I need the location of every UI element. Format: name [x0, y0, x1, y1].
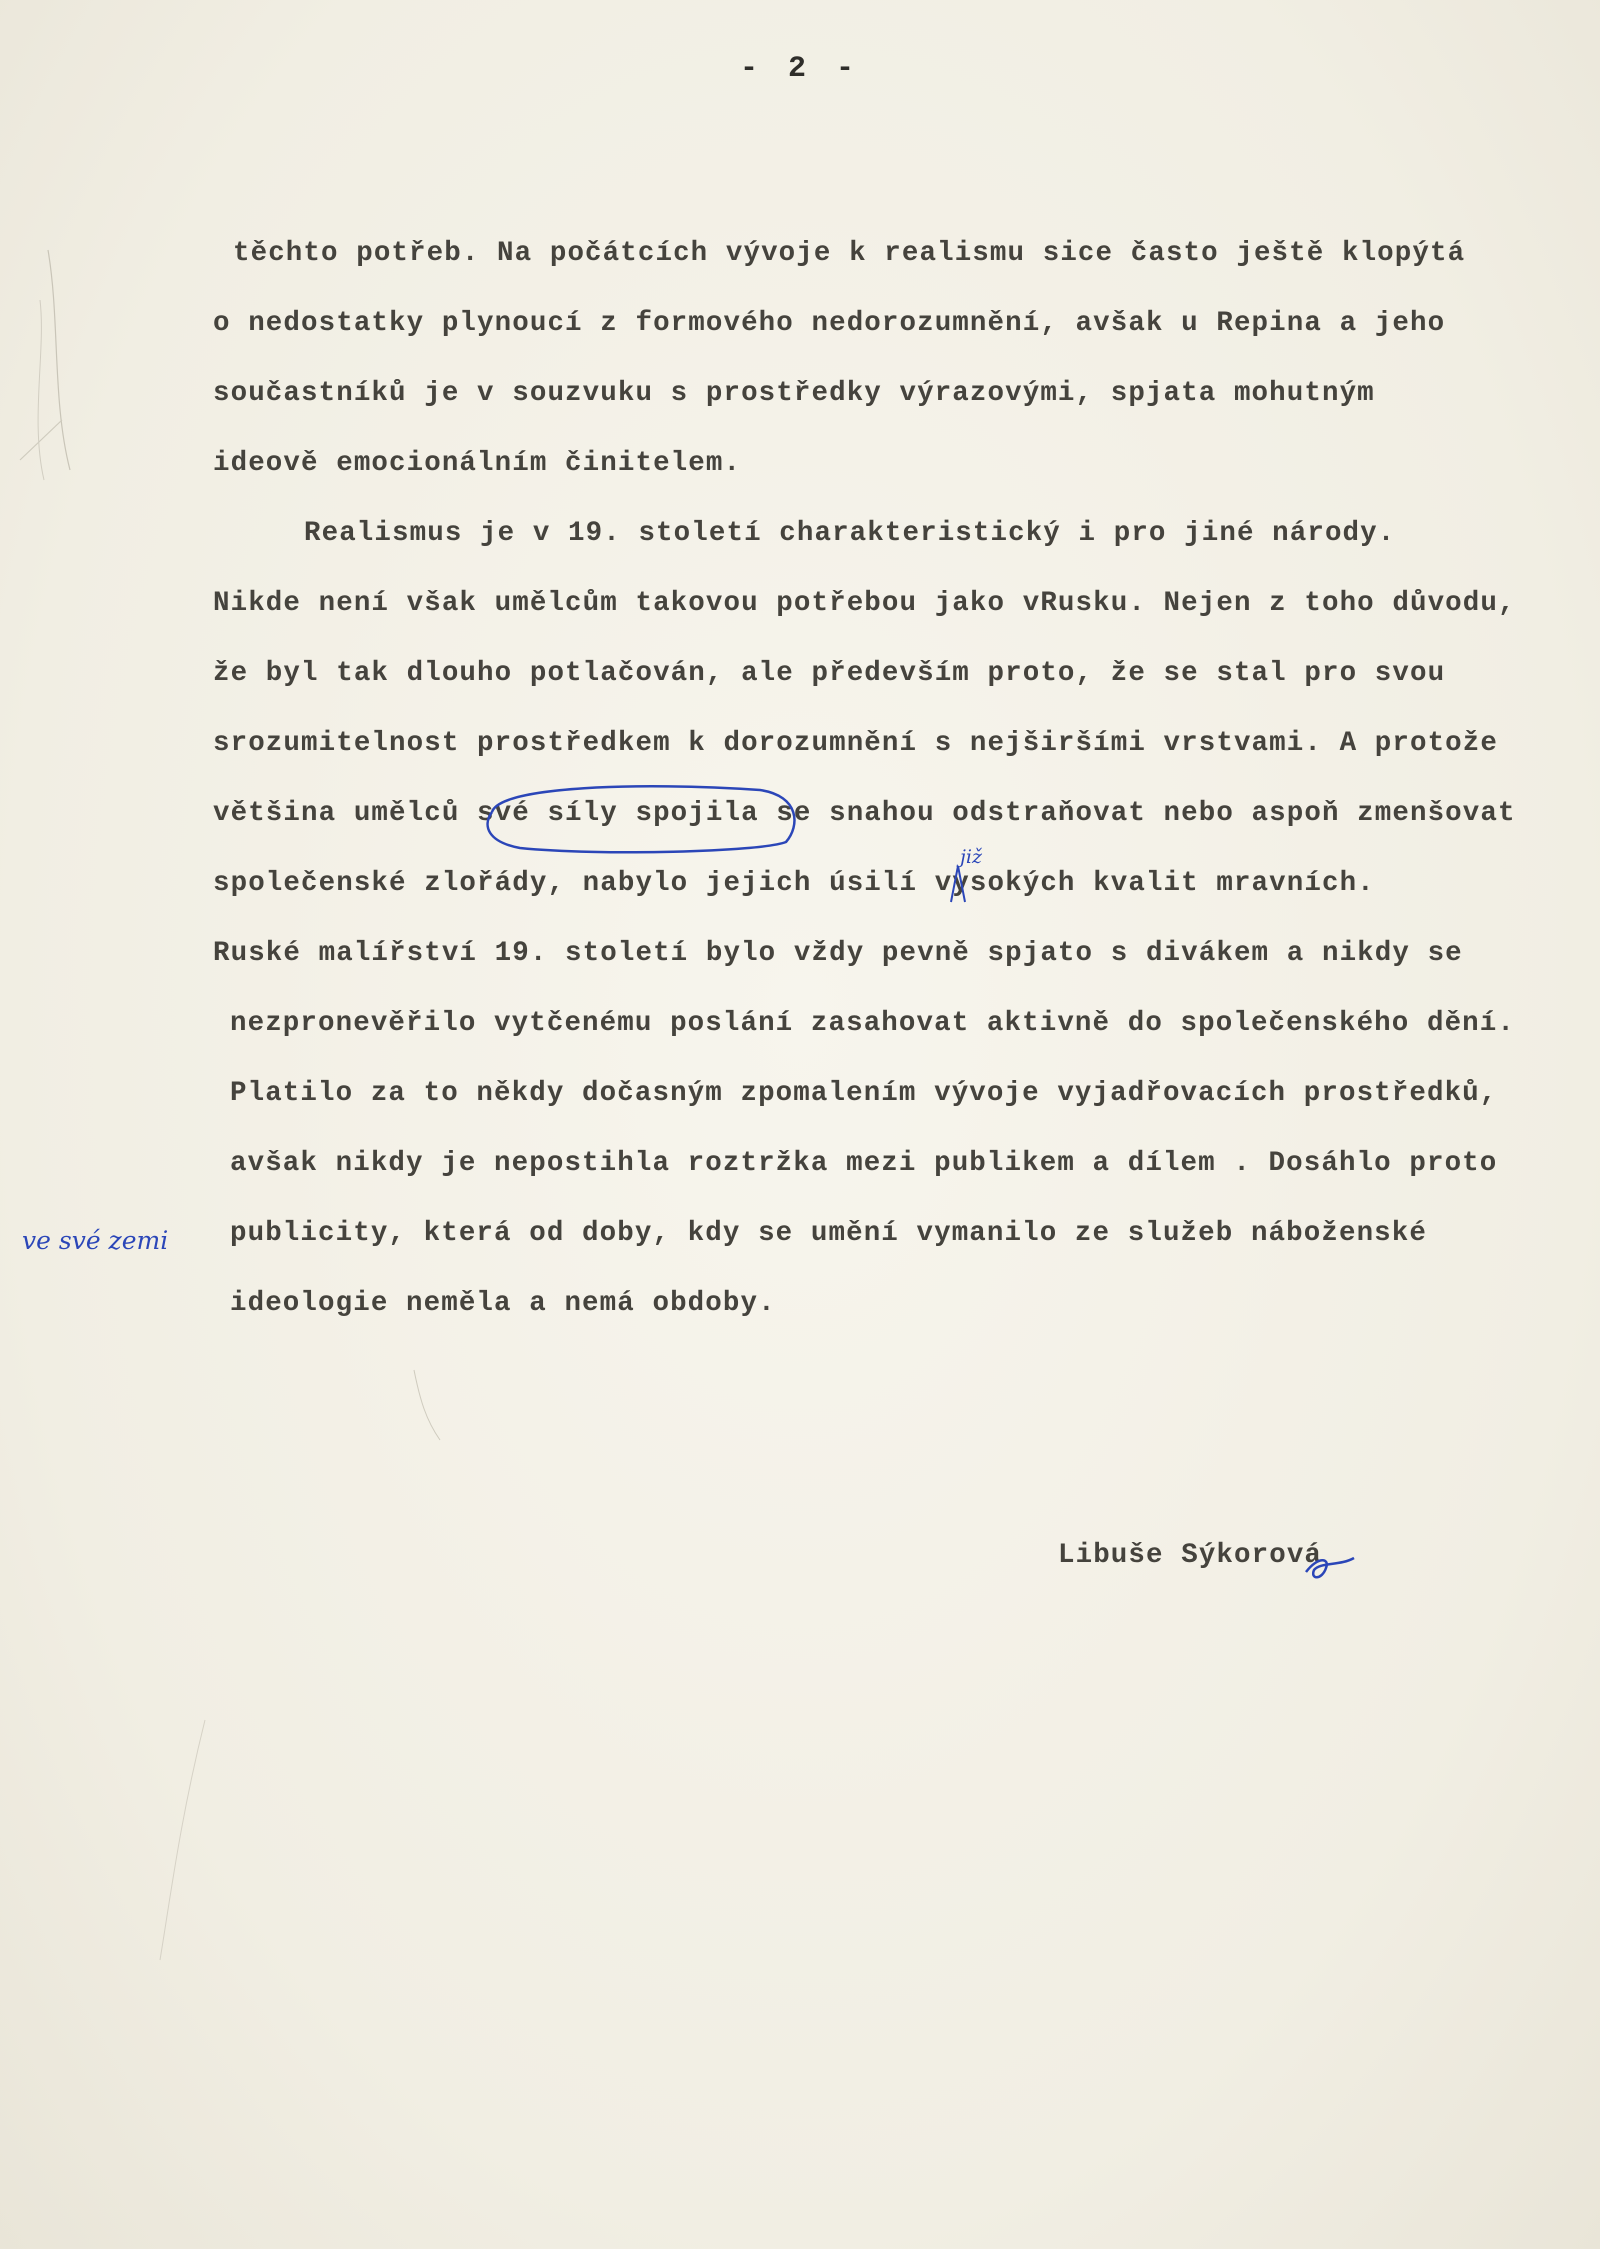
- pencil-mark: [38, 300, 44, 480]
- text-line-1: těchto potřeb. Na počátcích vývoje k realismu sice často ještě klopýtá: [233, 238, 1466, 269]
- text-line-16: ideologie neměla a nemá obdoby.: [230, 1288, 776, 1319]
- text-line-6: Nikde není však umělcům takovou potřebou jako vRusku. Nejen z toho důvodu,: [213, 588, 1516, 619]
- pencil-mark: [20, 420, 62, 460]
- pencil-mark: [160, 1720, 205, 1960]
- text-line-3: součastníků je v souzvuku s prostředky výrazovými, spjata mohutným: [213, 378, 1375, 409]
- text-line-11: Ruské malířství 19. století bylo vždy pevně spjato s divákem a nikdy se: [213, 938, 1463, 969]
- handwritten-margin-note: ve své zemi: [22, 1226, 169, 1255]
- signature: Libuše Sýkorová: [1058, 1540, 1323, 1571]
- text-line-2: o nedostatky plynoucí z formového nedorozumnění, avšak u Repina a jeho: [213, 308, 1446, 339]
- text-line-12: nezpronevěřilo vytčenému poslání zasahovat aktivně do společenského dění.: [230, 1008, 1515, 1039]
- text-line-8: srozumitelnost prostředkem k dorozumnění s nejširšími vrstvami. A protože: [213, 728, 1498, 759]
- handwritten-insert-mark: již: [960, 846, 982, 868]
- page-number: - 2 -: [739, 52, 860, 86]
- text-line-5: Realismus je v 19. století charakteristický i pro jiné národy.: [304, 518, 1396, 549]
- pencil-mark: [48, 250, 70, 470]
- text-line-13: Platilo za to někdy dočasným zpomalením vývoje vyjadřovacích prostředků,: [230, 1078, 1498, 1109]
- pencil-mark: [414, 1370, 440, 1440]
- text-line-10: společenské zlořády, nabylo jejich úsilí vysokých kvalit mravních.: [213, 868, 1375, 899]
- text-line-7: že byl tak dlouho potlačován, ale především proto, že se stal pro svou: [213, 658, 1446, 689]
- text-line-4: ideově emocionálním činitelem.: [213, 448, 742, 479]
- text-line-14: avšak nikdy je nepostihla roztržka mezi publikem a dílem . Dosáhlo proto: [230, 1148, 1498, 1179]
- text-line-15: publicity, která od doby, kdy se umění vymanilo ze služeb náboženské: [230, 1218, 1427, 1249]
- text-line-9: většina umělců své síly spojila se snahou odstraňovat nebo aspoň zmenšovat: [213, 798, 1516, 829]
